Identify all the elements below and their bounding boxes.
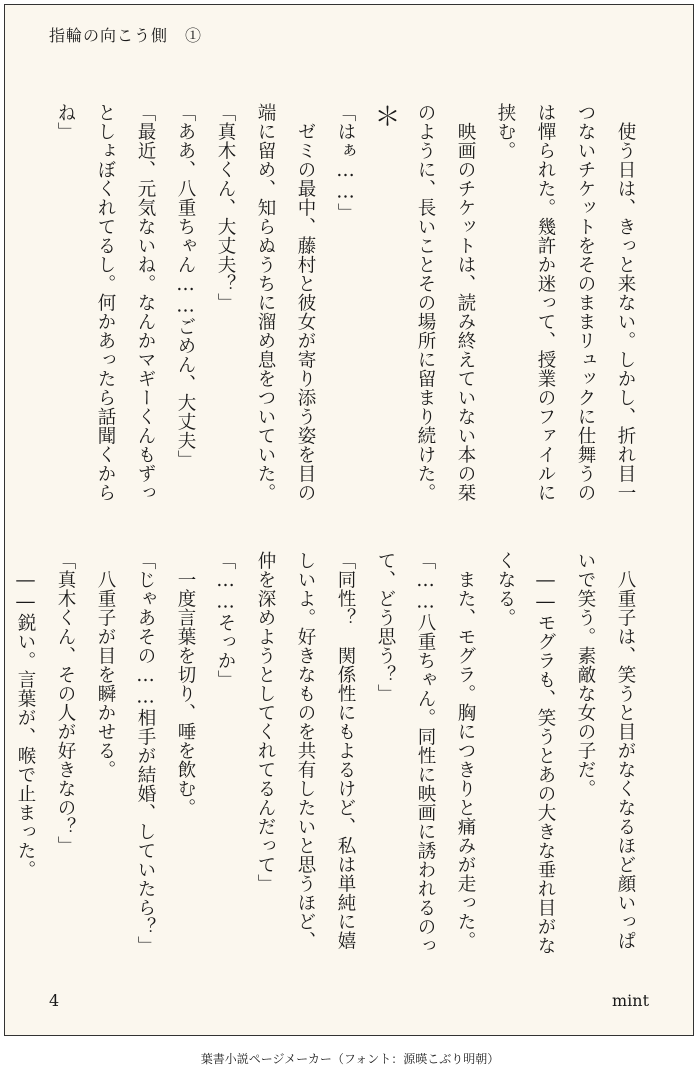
text-line: ――モグラも、笑うとあの大きな垂れ目がな <box>535 551 556 955</box>
text-line: いで笑う。素敵な女の子だ。 <box>575 551 596 798</box>
chapter-title: 指輪の向こう側 ① <box>49 26 203 45</box>
novel-page <box>4 4 694 1036</box>
text-line: 「……八重ちゃん。同性に映画に誘われるのっ <box>415 551 436 955</box>
text-line: 「真木くん、その人が好きなの？」 <box>55 551 76 855</box>
page-number: 4 <box>49 991 60 1010</box>
text-line: くなる。 <box>495 551 516 627</box>
generator-credit: 葉書小説ページメーカー（フォント：源暎こぶり明朝） <box>200 1052 500 1066</box>
text-line: 「はぁ……」 <box>335 103 356 222</box>
text-block-bottom <box>0 551 645 975</box>
text-line: 「最近、元気ないね。なんかマギーくんもずっ <box>135 103 156 502</box>
text-line: 「真木くん、大丈夫？」 <box>215 103 236 312</box>
text-line: としょぼくれてるし。何かあったら話聞くから <box>95 103 116 502</box>
text-line: ね」 <box>55 103 76 141</box>
text-line: 「ああ、八重ちゃん……ごめん、大丈夫」 <box>175 103 196 469</box>
author-imprint: mint <box>611 991 649 1010</box>
text-line <box>0 551 5 975</box>
text-line: 「じゃあその……相手が結婚、していたら？」 <box>135 551 156 955</box>
text-line: 一度言葉を切り、唾を飲む。 <box>175 551 196 817</box>
text-line: ――鋭い。言葉が、喉で止まった。 <box>15 551 36 879</box>
text-block-top <box>45 103 645 527</box>
text-line: 「同性？ 関係性にもよるけど、私は単純に嬉 <box>335 551 356 950</box>
text-line: 端に留め、知らぬうちに溜め息をついていた。 <box>255 103 276 502</box>
text-line: 仲を深めようとしてくれてるんだって」 <box>255 551 276 893</box>
text-line: 八重子が目を瞬かせる。 <box>95 551 116 779</box>
scene-break-asterisk: ＊ <box>370 103 400 130</box>
text-line: 使う日は、きっと来ない。しかし、折れ目一 <box>615 103 636 502</box>
text-line: しいよ。好きなものを共有したいと思うほど、 <box>295 551 316 950</box>
text-line: 八重子は、笑うと目がなくなるほど顔いっぱ <box>615 551 636 950</box>
text-line: ゼミの最中、藤村と彼女が寄り添う姿を目の <box>295 103 316 502</box>
text-line: 「……そっか」 <box>215 551 236 689</box>
text-line: 映画のチケットは、読み終えていない本の栞 <box>455 103 476 502</box>
text-line: て、どう思う？」 <box>375 551 396 703</box>
text-line: つないチケットをそのままリュックに仕舞うの <box>575 103 596 502</box>
text-line: は憚られた。幾許か迷って、授業のファイルに <box>535 103 556 502</box>
text-line: 挟む。 <box>495 103 516 160</box>
text-line: のように、長いことその場所に留まり続けた。 <box>415 103 436 502</box>
text-line: また、モグラ。胸につきりと痛みが走った。 <box>455 551 476 950</box>
